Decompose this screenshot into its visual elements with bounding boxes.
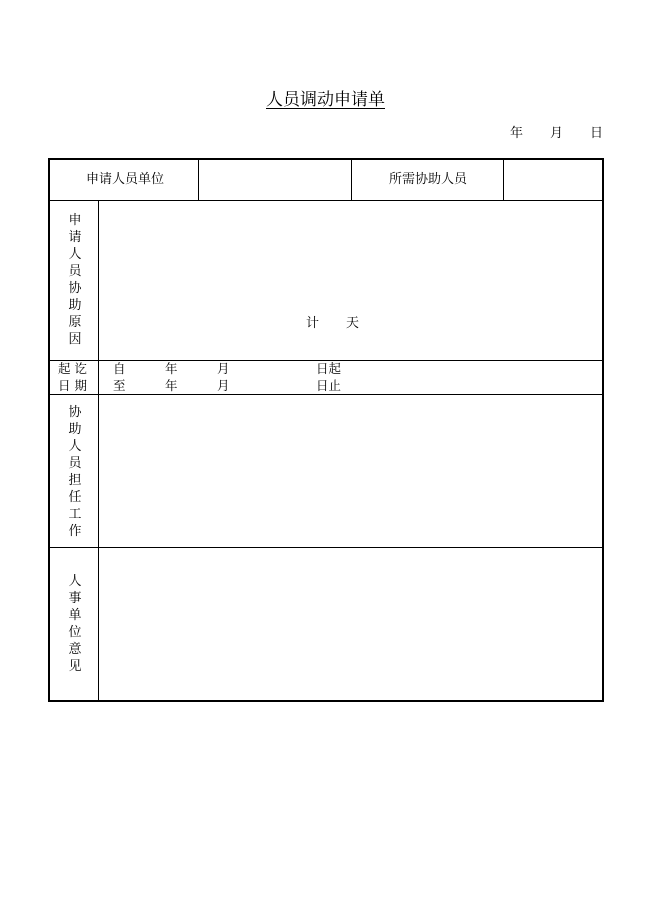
from-prefix: 自 [113,361,126,376]
from-month: 月 [217,361,230,376]
hr-opinion-label: 人事单位意见 [68,574,82,674]
total-label-tian: 天 [346,316,360,331]
col-divider [351,160,352,200]
reason-field[interactable] [100,202,600,358]
row-divider [50,547,602,548]
duty-field[interactable] [100,396,600,545]
applicant-unit-label: 申请人员单位 [86,172,165,187]
period-label-bottom: 日 期 [58,378,87,393]
hr-opinion-field[interactable] [100,549,600,698]
from-year: 年 [165,361,178,376]
request-form-table [48,158,604,702]
date-day-label: 日 [590,126,604,141]
period-label-top: 起 讫 [58,361,87,376]
to-prefix: 至 [113,378,126,393]
row-divider [50,394,602,395]
date-year-label: 年 [510,126,524,141]
reason-label: 申请人员协助原因 [68,213,82,347]
to-year: 年 [165,378,178,393]
page-title [0,88,651,112]
to-suffix: 日止 [316,378,342,393]
label-col-divider [98,200,99,700]
from-suffix: 日起 [316,361,342,376]
page-title-text: 人员调动申请单 [266,90,385,110]
col-divider [503,160,504,200]
to-month: 月 [217,378,230,393]
needed-staff-label: 所需协助人员 [389,172,468,187]
row-divider [50,200,602,201]
duty-label: 协助人员担任工作 [68,405,82,539]
col-divider [198,160,199,200]
total-label-ji: 计 [306,316,320,331]
date-month-label: 月 [550,126,564,141]
